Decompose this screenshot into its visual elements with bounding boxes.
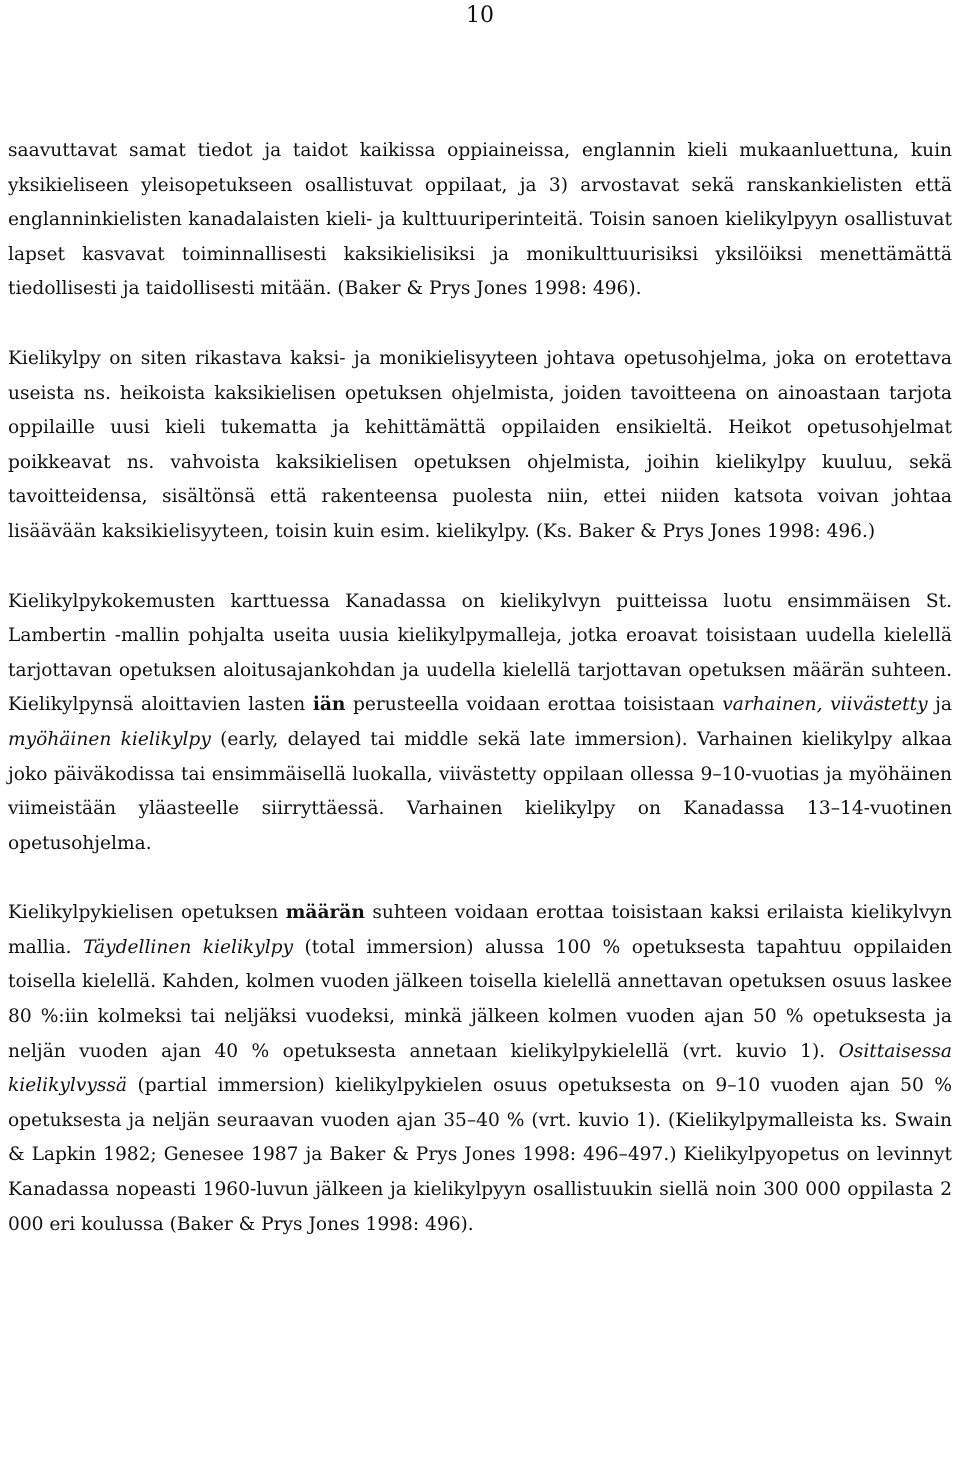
document-body — [8, 134, 952, 1242]
paragraph-2: Kielikylpy on siten rikastava kaksi- ja monikielisyyteen johtava opetusohjelma, joka on erotettava useista ns. heikoista kaksikielisen opetuksen ohjelmista, joiden tavoitteena on ainoastaan tarjota oppilaille uusi kieli tukematta ja kehittämättä oppilaiden ensikieltä. Heikot opetusohjelmat poikkeavat ns. vahvoista kaksikielisen opetuksen ohjelmista, joihin kielikylpy kuuluu, sekä tavoitteidensa, sisältönsä että rakenteensa puolesta niin, ettei niiden katsota voivan johtaa lisäävään kaksikielisyyteen, toisin kuin esim. kielikylpy. (Ks. Baker & Prys Jones 1998: 496.) — [8, 347, 952, 542]
paragraph-4-italic-total: Täydellinen kielikylpy — [83, 936, 294, 958]
paragraph-3-italic-early-delayed: varhainen, viivästetty — [722, 694, 928, 716]
paragraph-4-text-c: suhteen voidaan erottaa toisistaan kaksi erilaista kielikylvyn mallia. — [8, 902, 952, 958]
paragraph-4-text-g: (partial immersion) kielikylpykielen osuus opetuksesta on 9–10 vuoden ajan 50 % opetuksesta ja neljän seuraavan vuoden ajan 35–40 % (vrt. kuvio 1). (Kielikylpymalleista ks. Swain & Lapkin 1982; Genesee 1987 ja Baker & Prys Jones 1998: 496–497.) Kielikylpyopetus on levinnyt Kanadassa nopeasti 1960-luvun jälkeen ja kielikylpyyn osallistuukin siellä noin 300 000 oppilasta 2 000 eri koulussa (Baker & Prys Jones 1998: 496). — [8, 1075, 952, 1235]
paragraph-3-text-g: (early, delayed tai middle sekä late immersion). Varhainen kielikylpy alkaa joko päiväkodissa tai ensimmäisellä luokalla, viivästetty oppilaan ollessa 9–10-vuotias ja myöhäinen viimeistään yläasteelle siirryttäessä. Varhainen kielikylpy on Kanadassa 13–14-vuotinen opetusohjelma. — [8, 728, 952, 854]
page-number: 10 — [466, 3, 494, 28]
paragraph-4-text-a: Kielikylpykielisen opetuksen — [8, 902, 286, 924]
paragraph-4-italic-partial: Osittaisessa kielikylvyssä — [8, 1040, 952, 1097]
paragraph-4-bold-amount: määrän — [285, 902, 365, 924]
paragraph-4 — [8, 896, 952, 1242]
paragraph-3 — [8, 585, 952, 862]
paragraph-3-text-a: Kielikylpykokemusten karttuessa Kanadassa on kielikylvyn puitteissa luotu ensimmäisen St. Lambertin -mallin pohjalta useita uusia kielikylpymalleja, jotka eroavat toisistaan uudella kielellä tarjottavan opetuksen aloitusajankohdan ja uudella kielellä tarjottavan opetuksen määrän suhteen. Kielikylpynsä aloittavien lasten — [8, 590, 952, 716]
paragraph-3-text-e: ja — [927, 694, 952, 716]
paragraph-3-italic-late: myöhäinen kielikylpy — [8, 728, 211, 750]
paragraph-4-text-e: (total immersion) alussa 100 % opetuksesta tapahtuu oppilaiden toisella kielellä. Kahden, kolmen vuoden jälkeen toisella kielellä annettavan opetuksen osuus laskee 80 %:iin kolmeksi tai neljäksi vuodeksi, minkä jälkeen kolmen vuoden ajan 50 % opetuksesta ja neljän vuoden ajan 40 % opetuksesta annetaan kielikylpykielellä (vrt. kuvio 1). — [8, 936, 952, 1062]
paragraph-3-bold-age: iän — [312, 694, 346, 716]
paragraph-1: saavuttavat samat tiedot ja taidot kaikissa oppiaineissa, englannin kieli mukaanluettuna, kuin yksikieliseen yleisopetukseen osallistuvat oppilaat, ja 3) arvostavat sekä ranskankielisten että englanninkielisten kanadalaisten kieli- ja kulttuuriperinteitä. Toisin sanoen kielikylpyyn osallistuvat lapset kasvavat toiminnallisesti kaksikielisiksi ja monikulttuurisiksi yksilöiksi menettämättä tiedollisesti ja taidollisesti mitään. (Baker & Prys Jones 1998: 496). — [8, 140, 952, 300]
paragraph-3-text-c: perusteella voidaan erottaa toisistaan — [345, 694, 723, 716]
